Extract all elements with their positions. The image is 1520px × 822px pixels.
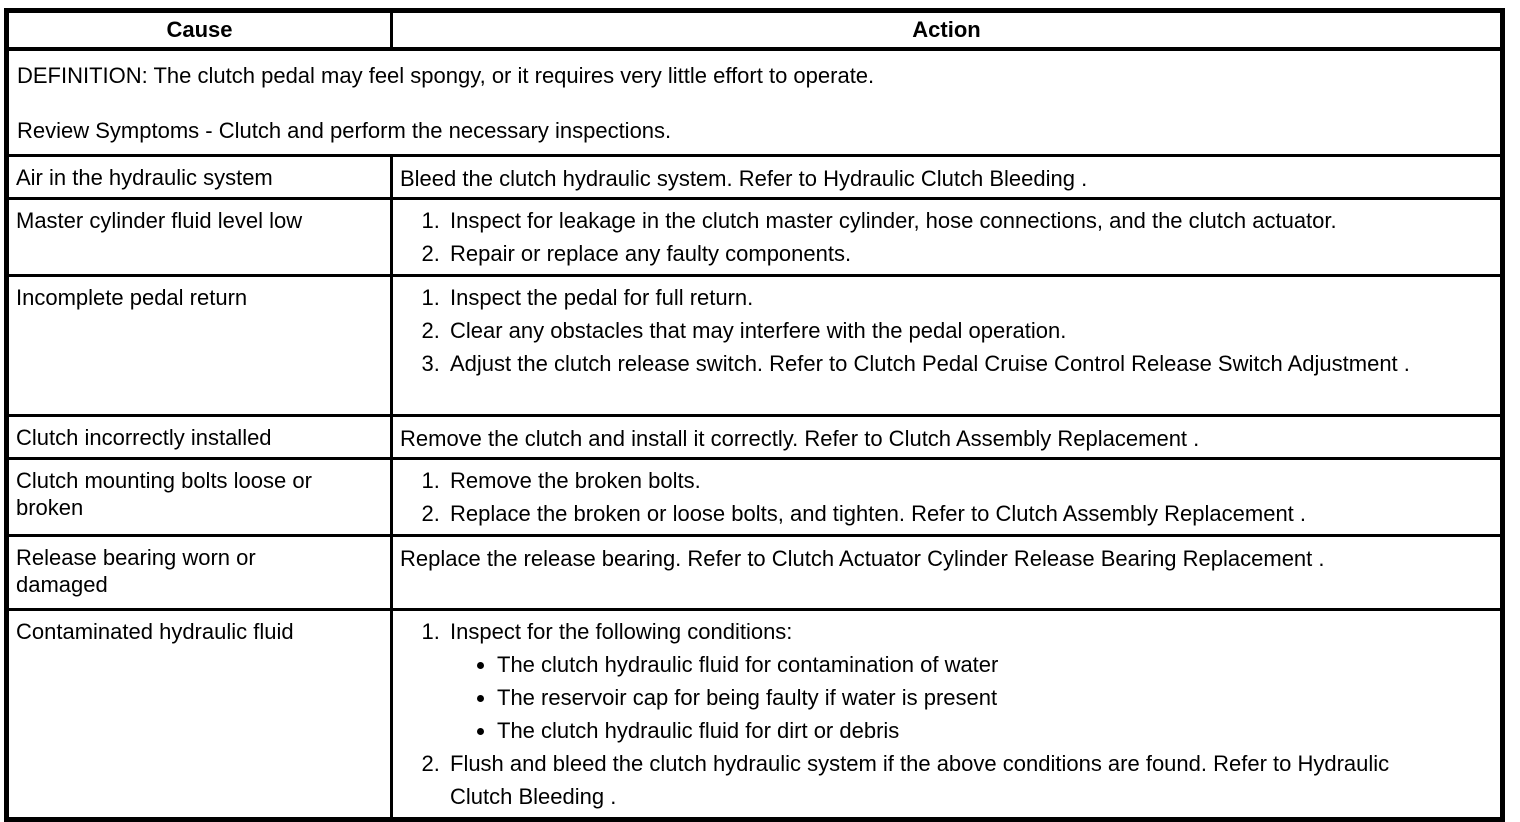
action-step-text: Inspect for the following conditions:	[450, 619, 793, 644]
action-bullet: • The reservoir cap for being faulty if water is present	[497, 681, 1430, 714]
cause-cell: Contaminated hydraulic fluid	[7, 610, 392, 820]
table-row	[7, 610, 1503, 820]
action-step-text: Adjust the clutch release switch. Refer to Clutch Pedal Cruise Control Release Switch Adjustment .	[450, 351, 1410, 376]
table-body	[7, 49, 1503, 820]
action-cell	[392, 416, 1503, 459]
action-step	[446, 204, 1430, 237]
action-text: Remove the clutch and install it correctly. Refer to Clutch Assembly Replacement .	[400, 426, 1200, 451]
definition-cell	[7, 49, 1503, 156]
action-cell	[392, 156, 1503, 199]
action-text: Replace the release bearing. Refer to Clutch Actuator Cylinder Release Bearing Replacement .	[400, 546, 1325, 571]
action-step	[446, 314, 1430, 347]
action-bullet: • The clutch hydraulic fluid for dirt or debris	[497, 714, 1430, 747]
definition-line: Review Symptoms - Clutch and perform the necessary inspections.	[17, 118, 672, 143]
action-bullet-list	[450, 648, 1430, 747]
cause-cell: Incomplete pedal return	[7, 276, 392, 416]
action-step-text: Flush and bleed the clutch hydraulic system if the above conditions are found. Refer to Hydraulic Clutch Bleeding .	[450, 751, 1390, 809]
table-row	[7, 276, 1503, 416]
definition-line: DEFINITION: The clutch pedal may feel spongy, or it requires very little effort to operate.	[17, 63, 875, 88]
action-text: Bleed the clutch hydraulic system. Refer to Hydraulic Clutch Bleeding .	[400, 166, 1088, 191]
action-step	[446, 497, 1430, 530]
action-cell	[392, 610, 1503, 820]
cause-cell: Clutch incorrectly installed	[7, 416, 392, 459]
cause-cell: Air in the hydraulic system	[7, 156, 392, 199]
action-step	[446, 464, 1430, 497]
action-step	[446, 747, 1430, 813]
document-page	[0, 8, 1520, 810]
table-row	[7, 199, 1503, 276]
action-step	[446, 281, 1430, 314]
action-step-text: Remove the broken bolts.	[450, 468, 701, 493]
action-step-list	[400, 464, 1430, 530]
cause-cell: Master cylinder fluid level low	[7, 199, 392, 276]
action-step	[446, 615, 1430, 747]
table-header	[7, 11, 1503, 50]
action-step-list	[400, 615, 1430, 813]
cause-cell: Clutch mounting bolts loose or broken	[7, 459, 392, 536]
definition-row	[7, 49, 1503, 156]
action-cell	[392, 199, 1503, 276]
header-row	[7, 11, 1503, 50]
column-header-action: Action	[392, 11, 1503, 50]
action-step-list	[400, 204, 1430, 270]
table-row	[7, 156, 1503, 199]
action-step-text: Inspect for leakage in the clutch master cylinder, hose connections, and the clutch actuator.	[450, 208, 1337, 233]
action-step	[446, 237, 1430, 270]
table-row	[7, 416, 1503, 459]
table-row	[7, 459, 1503, 536]
action-step-list	[400, 281, 1430, 380]
action-step-text: Replace the broken or loose bolts, and tighten. Refer to Clutch Assembly Replacement .	[450, 501, 1307, 526]
action-cell	[392, 276, 1503, 416]
action-bullet: • The clutch hydraulic fluid for contamination of water	[497, 648, 1430, 681]
column-header-cause: Cause	[7, 11, 392, 50]
cause-cell: Release bearing worn or damaged	[7, 536, 392, 610]
action-cell	[392, 459, 1503, 536]
table-row	[7, 536, 1503, 610]
action-step	[446, 347, 1430, 380]
action-step-text: Repair or replace any faulty components.	[450, 241, 852, 266]
action-step-text: Inspect the pedal for full return.	[450, 285, 754, 310]
action-cell	[392, 536, 1503, 610]
action-step-text: Clear any obstacles that may interfere with the pedal operation.	[450, 318, 1067, 343]
diagnostic-table	[4, 8, 1505, 822]
